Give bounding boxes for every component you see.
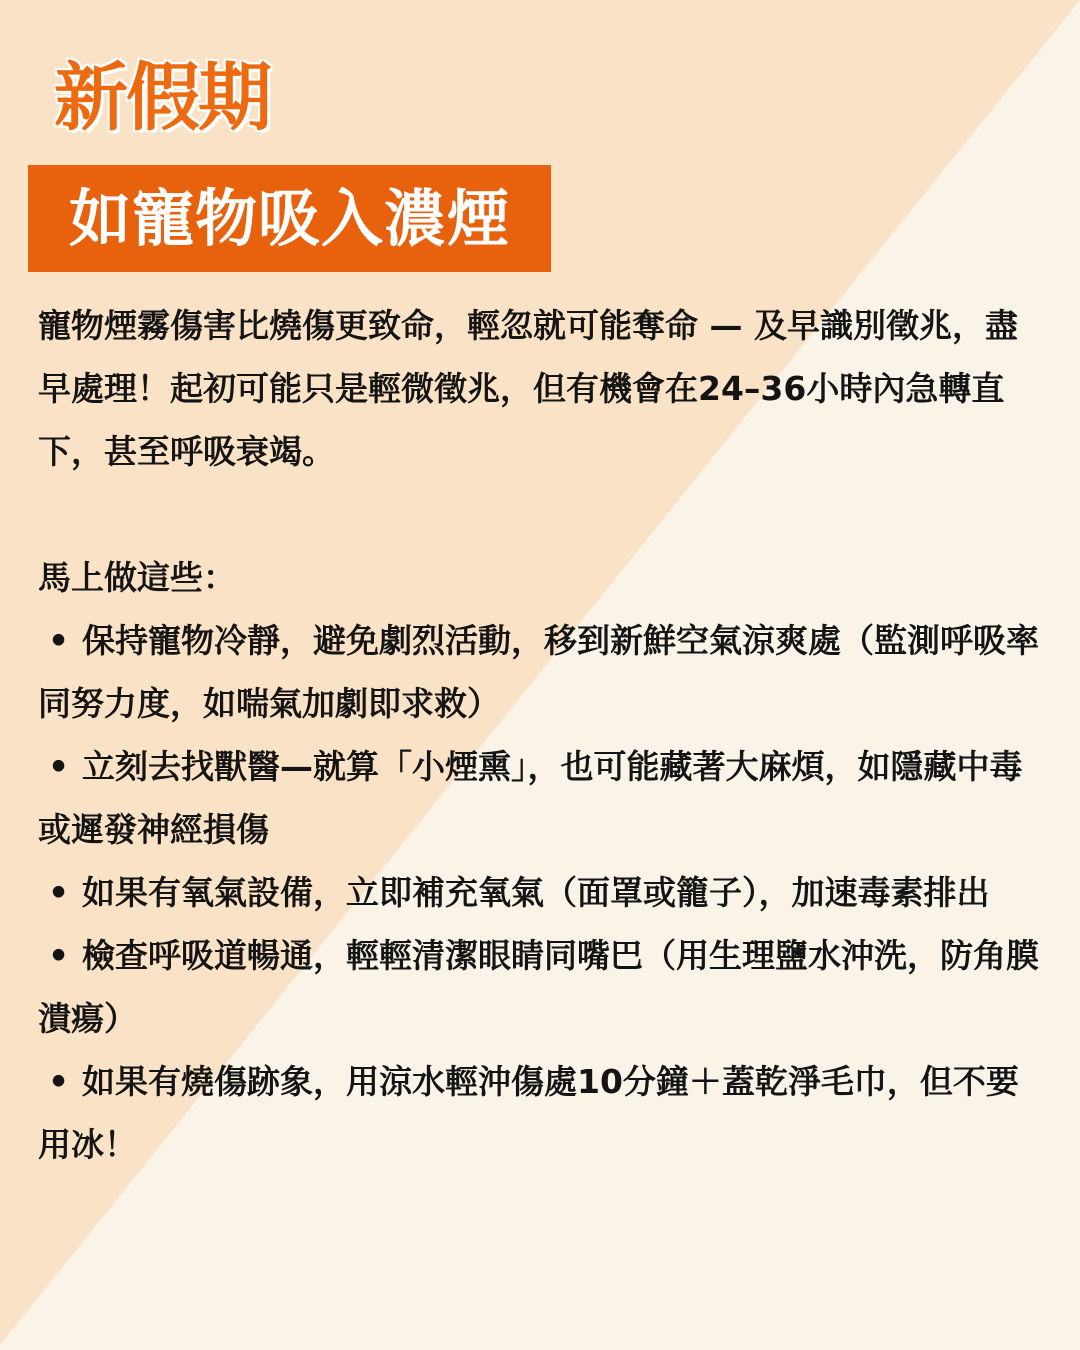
list-item-text: 如果有氧氣設備，立即補充氧氣（面罩或籠子），加速毒素排出 xyxy=(82,873,990,912)
list-item-text: 保持寵物冷靜，避免劇烈活動，移到新鮮空氣涼爽處（監測呼吸率同努力度，如喘氣加劇即求救） xyxy=(38,621,1039,723)
bullet-icon: • xyxy=(48,936,70,975)
intro-paragraph: 寵物煙霧傷害比燒傷更致命，輕忽就可能奪命 — 及早識別徵兆，盡早處理！起初可能只是輕微徵兆，但有機會在24–36小時內急轉直下，甚至呼吸衰竭。 xyxy=(38,306,1018,471)
bullet-icon: • xyxy=(48,621,70,660)
bullet-icon: • xyxy=(48,873,70,912)
list-item-text: 檢查呼吸道暢通，輕輕清潔眼睛同嘴巴（用生理鹽水沖洗，防角膜潰瘍） xyxy=(38,936,1039,1038)
bullet-icon: • xyxy=(48,747,70,786)
list-item xyxy=(38,735,1048,861)
title-banner xyxy=(28,165,551,272)
page-title: 如寵物吸入濃煙 xyxy=(68,181,510,255)
list-item xyxy=(38,609,1048,735)
list-item xyxy=(38,1050,1048,1176)
list-item-text: 如果有燒傷跡象，用涼水輕沖傷處10分鐘＋蓋乾淨毛巾，但不要用冰！ xyxy=(38,1062,1019,1164)
list-item xyxy=(38,924,1048,1050)
section-heading: 馬上做這些： xyxy=(38,558,236,597)
list-item xyxy=(38,861,1048,924)
brand-logo: 新假期 xyxy=(54,55,270,141)
article-body xyxy=(38,294,1048,1176)
list-item-text: 立刻去找獸醫—就算「小煙熏」，也可能藏著大麻煩，如隱藏中毒或遲發神經損傷 xyxy=(38,747,1023,849)
bullet-icon: • xyxy=(48,1062,70,1101)
